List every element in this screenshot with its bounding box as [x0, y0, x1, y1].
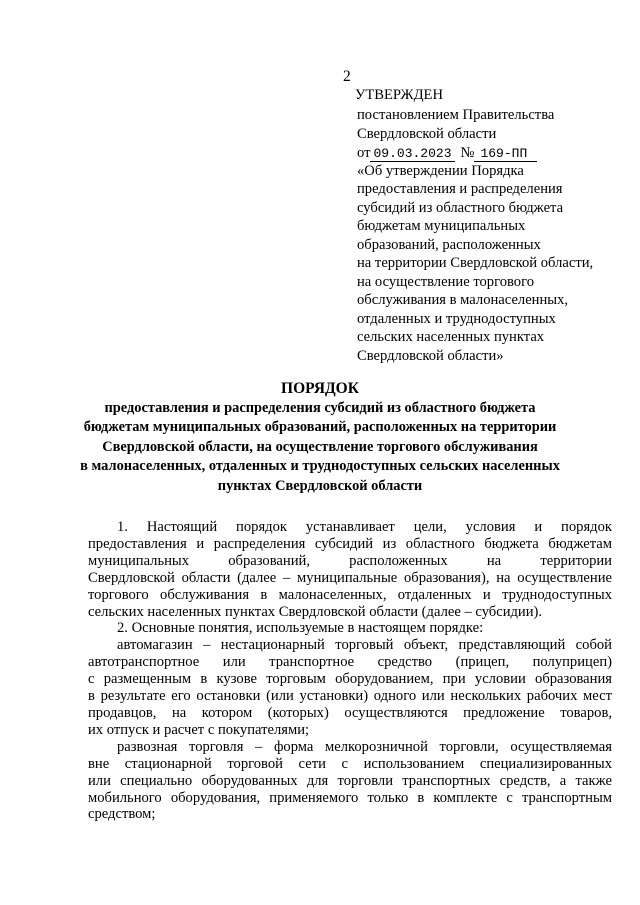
- document-subtitle-line: пунктах Свердловской области: [217, 477, 423, 494]
- document-subtitle-line: в малонаселенных, отдаленных и труднодоступных сельских населенных: [80, 458, 560, 474]
- paragraph-line: в результате его остановки (или установки) одного или нескольких рабочих мест: [88, 688, 612, 705]
- paragraph-line: их отпуск и расчет с покупателями;: [88, 721, 310, 738]
- paragraph-line: или специально оборудованных для торговли транспортных средств, а также: [88, 772, 612, 789]
- paragraph: [88, 637, 612, 738]
- paragraph-line: развозная торговля – форма мелкорозничной торговли, осуществляемая: [117, 738, 612, 755]
- approval-title-line: субсидий из областного бюджета: [357, 199, 564, 216]
- document-title: [0, 379, 640, 496]
- document-body: [88, 519, 612, 823]
- paragraph-line: муниципальных образований, расположенных на территории: [88, 552, 612, 569]
- document-subtitle-line: бюджетам муниципальных образований, расположенных на территории: [83, 419, 557, 435]
- paragraph-line: продавцов, на котором (которых) осуществляются предложение товаров,: [88, 704, 612, 721]
- approval-title-line: обслуживания в малонаселенных,: [357, 292, 569, 308]
- paragraph-line: Свердловской области (далее – муниципальные образования), на осуществление: [88, 569, 612, 586]
- paragraph-line: 1. Настоящий порядок устанавливает цели, условия и порядок: [117, 519, 612, 535]
- document-title-main: ПОРЯДОК: [281, 380, 359, 397]
- approval-title-line: Свердловской области»: [357, 347, 504, 364]
- approval-title-line: на осуществление торгового: [357, 273, 535, 290]
- approval-line-1: постановлением Правительства: [357, 107, 555, 123]
- approval-title-line: на территории Свердловской области,: [357, 255, 594, 271]
- approval-title-line: отдаленных и труднодоступных: [357, 310, 556, 327]
- paragraph-line: 2. Основные понятия, используемые в настоящем порядке:: [117, 620, 484, 637]
- paragraph-line: предоставления и распределения субсидий из областного бюджета бюджетам: [88, 535, 612, 552]
- paragraph-line: с размещенным в кузове торговым оборудованием, при условии образования: [88, 671, 612, 688]
- document-subtitle: [0, 399, 640, 497]
- approval-title-line: предоставления и распределения: [357, 181, 563, 197]
- paragraph-line: средством;: [88, 806, 156, 823]
- approval-title-line: образований, расположенных: [357, 236, 541, 253]
- approval-title-line: «Об утверждении Порядка: [357, 162, 524, 179]
- approval-date-line: [357, 143, 593, 162]
- paragraph-line: торгового обслуживания в малонаселенных, отдаленных и труднодоступных: [88, 586, 612, 603]
- approval-heading: УТВЕРЖДЕН: [355, 87, 443, 103]
- paragraph: [88, 739, 612, 824]
- paragraph: [88, 519, 612, 620]
- approval-date: 09.03.2023: [370, 147, 454, 162]
- approval-number: 169-ПП: [474, 147, 537, 162]
- date-prefix: от: [357, 144, 371, 161]
- approval-block: [357, 106, 594, 364]
- approval-title: [357, 162, 594, 364]
- approval-title-line: сельских населенных пунктах: [357, 329, 545, 345]
- paragraph-line: сельских населенных пунктах Свердловской области (далее – субсидии).: [88, 603, 543, 620]
- paragraph-line: мобильного оборудования, применяемого только в комплекте с транспортным: [88, 789, 612, 806]
- page-number: 2: [343, 68, 351, 85]
- document-subtitle-line: Свердловской области, на осуществление торгового обслуживания: [102, 438, 538, 455]
- paragraph-line: автотранспортное или транспортное средство (прицеп, полуприцеп): [88, 654, 612, 671]
- paragraph-line: вне стационарной торговой сети с использованием специализированных: [88, 755, 612, 772]
- paragraph: [88, 620, 612, 637]
- approval-title-line: бюджетам муниципальных: [357, 218, 526, 234]
- document-subtitle-line: предоставления и распределения субсидий из областного бюджета: [104, 399, 536, 416]
- paragraph-line: автомагазин – нестационарный торговый объект, представляющий собой: [117, 637, 612, 654]
- number-sign: №: [460, 144, 475, 161]
- approval-line-2: Свердловской области: [357, 125, 497, 142]
